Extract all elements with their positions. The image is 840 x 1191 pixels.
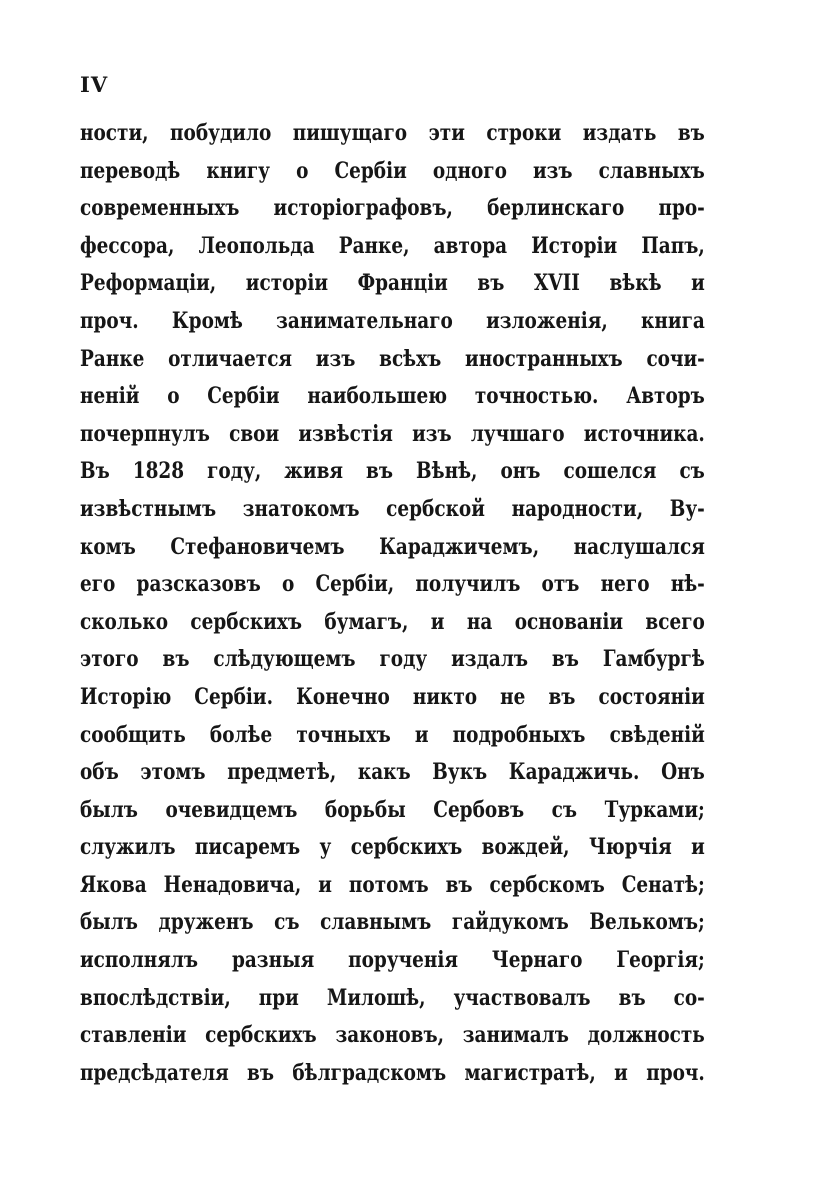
text-line: служилъ писаремъ у сербскихъ вождей, Чюрчія и xyxy=(80,834,705,861)
text-line: проч. Кромѣ занимательнаго изложенія, книга xyxy=(80,307,705,334)
text-line: Реформаціи, исторіи Франціи въ XVII вѣкѣ и xyxy=(80,270,705,297)
text-line: Въ 1828 году, живя въ Вѣнѣ, онъ сошелся съ xyxy=(80,458,705,485)
text-line: впослѣдствіи, при Милошѣ, участвовалъ въ со- xyxy=(80,984,705,1011)
text-line: переводѣ книгу о Сербіи одного изъ славныхъ xyxy=(80,157,705,184)
text-line: комъ Стефановичемъ Караджичемъ, наслушался xyxy=(80,533,705,560)
text-line: Якова Ненадовича, и потомъ въ сербскомъ Сенатѣ; xyxy=(80,871,705,898)
text-line: этого въ слѣдующемъ году издалъ въ Гамбургѣ xyxy=(80,646,705,673)
text-line: Исторію Сербіи. Конечно никто не въ состояніи xyxy=(80,683,705,710)
text-line: сообщить болѣе точныхъ и подробныхъ свѣденій xyxy=(80,721,705,748)
text-line: объ этомъ предметѣ, какъ Вукъ Караджичь. Онъ xyxy=(80,759,705,786)
text-line: былъ очевидцемъ борьбы Сербовъ съ Турками; xyxy=(80,796,705,823)
text-line: былъ друженъ съ славнымъ гайдукомъ Велькомъ; xyxy=(80,909,705,936)
text-line: Ранке отличается изъ всѣхъ иностранныхъ сочи- xyxy=(80,345,705,372)
text-line: извѣстнымъ знатокомъ сербской народности, Ву- xyxy=(80,495,705,522)
text-line: неній о Сербіи наибольшею точностью. Авторъ xyxy=(80,383,705,410)
text-line: ставленіи сербскихъ законовъ, занималъ должность xyxy=(80,1022,705,1049)
text-line: сколько сербскихъ бумагъ, и на основаніи всего xyxy=(80,608,705,635)
text-line: фессора, Леопольда Ранке, автора Исторіи Папъ, xyxy=(80,232,705,259)
text-line: его разсказовъ о Сербіи, получилъ отъ него нѣ- xyxy=(80,571,705,598)
text-line: почерпнулъ свои извѣстія изъ лучшаго источника. xyxy=(80,420,705,447)
text-line: исполнялъ разныя порученія Чернаго Георгія; xyxy=(80,947,705,974)
text-line: современныхъ исторіографовъ, берлинскаго про- xyxy=(80,195,705,222)
text-line: предсѣдателя въ бѣлградскомъ магистратѣ, и проч. xyxy=(80,1059,705,1086)
page-number: IV xyxy=(80,72,109,97)
text-line: ности, побудило пишущаго эти строки издать въ xyxy=(80,120,705,146)
body-text xyxy=(80,115,705,1092)
